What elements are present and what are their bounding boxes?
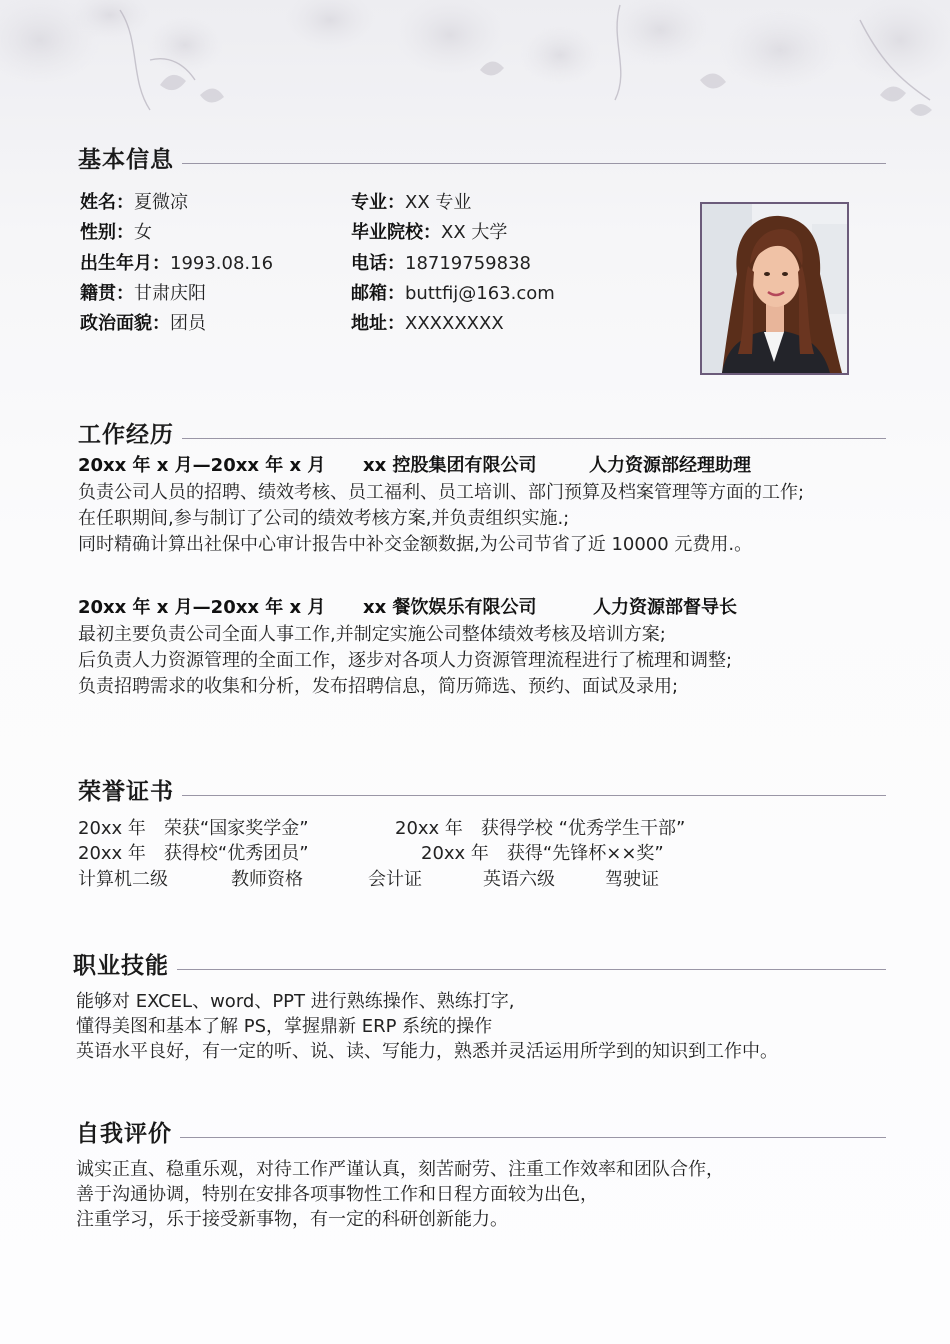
job-company: xx 控股集团有限公司 [363, 455, 537, 476]
section-basic-info [78, 142, 886, 172]
job-description [78, 622, 868, 700]
info-label: 毕业院校： [351, 222, 441, 243]
info-value: 1993.08.16 [170, 253, 274, 274]
info-label: 邮箱： [351, 283, 405, 304]
skills-description [76, 989, 866, 1064]
info-value: 夏微凉 [134, 192, 188, 213]
job-line: 同时精确计算出社保中心审计报告中补交金额数据,为公司节省了近 10000 元费用.。 [78, 534, 753, 555]
info-label: 政治面貌： [80, 313, 170, 334]
section-title: 基本信息 [78, 146, 174, 173]
info-address [351, 312, 504, 336]
section-divider [182, 438, 886, 439]
self-line: 善于沟通协调，特别在安排各项事物性工作和日程方面较为出色， [76, 1184, 598, 1205]
job-company: xx 餐饮娱乐有限公司 [363, 597, 537, 618]
section-title: 荣誉证书 [78, 778, 174, 805]
info-value: 甘肃庆阳 [134, 283, 206, 304]
cert-item: 驾驶证 [605, 869, 659, 890]
info-political [80, 312, 206, 336]
info-label: 籍贯： [80, 283, 134, 304]
section-divider [180, 1137, 886, 1138]
section-honors [78, 774, 886, 804]
info-email [351, 282, 555, 306]
honor-item: 20xx 年 获得校“优秀团员” [78, 843, 309, 864]
info-value: XXXXXXXX [405, 313, 504, 334]
profile-photo [700, 202, 849, 375]
info-hometown [80, 282, 206, 306]
info-school [351, 221, 507, 245]
section-skills [73, 948, 886, 978]
job-description [78, 480, 853, 558]
section-divider [182, 795, 886, 796]
job-line: 最初主要负责公司全面人事工作,并制定实施公司整体绩效考核及培训方案; [78, 624, 666, 645]
cert-item: 会计证 [368, 869, 422, 890]
info-label: 出生年月： [80, 253, 170, 274]
info-gender [80, 221, 152, 245]
section-self-evaluation [76, 1116, 886, 1146]
cert-item: 英语六级 [483, 869, 555, 890]
skill-line: 能够对 EXCEL、word、PPT 进行熟练操作、熟练打字, [76, 991, 515, 1012]
section-title: 职业技能 [73, 952, 169, 979]
section-title: 自我评价 [76, 1120, 172, 1147]
job-position: 人力资源部督导长 [593, 597, 737, 618]
info-phone [351, 252, 531, 276]
job-period: 20xx 年 x 月—20xx 年 x 月 [78, 455, 326, 476]
info-label: 地址： [351, 313, 405, 334]
self-line: 注重学习，乐于接受新事物，有一定的科研创新能力。 [76, 1209, 508, 1230]
info-name [80, 191, 188, 215]
skill-line: 英语水平良好，有一定的听、说、读、写能力，熟悉并灵活运用所学到的知识到工作中。 [76, 1041, 778, 1062]
section-divider [177, 969, 886, 970]
info-label: 专业： [351, 192, 405, 213]
floral-decoration [0, 0, 950, 135]
info-label: 姓名： [80, 192, 134, 213]
job-header [78, 454, 878, 478]
cert-item: 计算机二级 [78, 869, 168, 890]
info-value: 女 [134, 222, 152, 243]
honor-item: 20xx 年 获得“先锋杯××奖” [421, 843, 664, 864]
job-line: 后负责人力资源管理的全面工作，逐步对各项人力资源管理流程进行了梳理和调整; [78, 650, 733, 671]
info-label: 电话： [351, 253, 405, 274]
info-value: 团员 [170, 313, 206, 334]
job-line: 负责公司人员的招聘、绩效考核、员工福利、员工培训、部门预算及档案管理等方面的工作; [78, 482, 805, 503]
job-period: 20xx 年 x 月—20xx 年 x 月 [78, 597, 326, 618]
info-value: 18719759838 [405, 253, 531, 274]
cert-item: 教师资格 [231, 869, 303, 890]
job-position: 人力资源部经理助理 [589, 455, 751, 476]
info-birth [80, 252, 273, 276]
section-divider [182, 163, 886, 164]
job-line: 在任职期间,参与制订了公司的绩效考核方案,并负责组织实施.; [78, 508, 570, 529]
info-label: 性别： [80, 222, 134, 243]
job-header [78, 596, 878, 620]
self-line: 诚实正直、稳重乐观，对待工作严谨认真，刻苦耐劳、注重工作效率和团队合作， [76, 1159, 724, 1180]
honor-item: 20xx 年 获得学校 “优秀学生干部” [395, 818, 686, 839]
section-work [78, 417, 886, 447]
info-value: buttfij@163.com [405, 283, 555, 304]
self-evaluation-text [76, 1157, 866, 1232]
info-value: XX 大学 [441, 222, 508, 243]
info-major [351, 191, 471, 215]
job-line: 负责招聘需求的收集和分析，发布招聘信息，简历筛选、预约、面试及录用; [78, 676, 679, 697]
skill-line: 懂得美图和基本了解 PS，掌握鼎新 ERP 系统的操作 [76, 1016, 493, 1037]
info-value: XX 专业 [405, 192, 472, 213]
section-title: 工作经历 [78, 421, 174, 448]
honor-item: 20xx 年 荣获“国家奖学金” [78, 818, 309, 839]
